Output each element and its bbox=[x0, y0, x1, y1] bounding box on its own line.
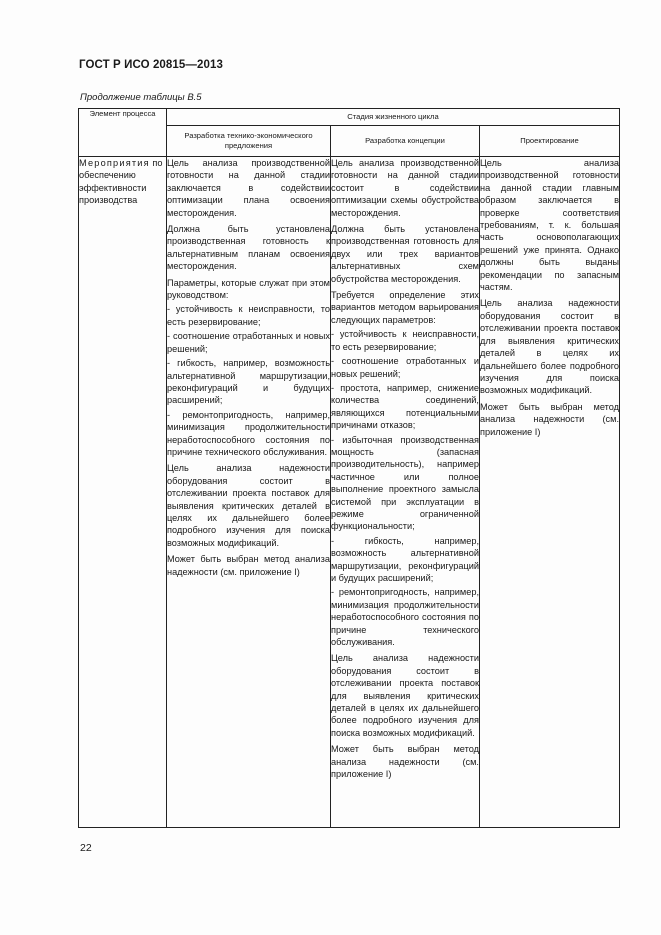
column-header-stage: Стадия жизненного цикла bbox=[167, 109, 620, 126]
cell-design bbox=[480, 157, 620, 828]
paragraph: Цель анализа производственной готовности на данной стадии главным образом заключается в проверке соответствия требованиям, т. к. большая часть основополагающих решений уже принята. Однако должны быть выданы рекомендации по запасным частям. bbox=[480, 158, 620, 293]
paragraph: - гибкость, например, возможность альтернативной маршрутизации, реконфигураций и будущих расширений; bbox=[167, 358, 330, 406]
paragraph: - простота, например, снижение количества соединений, являющихся потенциальными причинами отказов; bbox=[331, 382, 479, 431]
cell-process-element bbox=[79, 157, 167, 828]
paragraph: - ремонтопригодность, например, минимизация продолжительности неработоспособного состояния по причине технического обслуживания. bbox=[331, 587, 479, 648]
lifecycle-table bbox=[78, 108, 620, 828]
paragraph: - соотношение отработанных и новых решений; bbox=[331, 356, 479, 379]
column-header-feasibility: Разработка технико-экономического предложения bbox=[167, 126, 331, 157]
paragraph: Параметры, которые служат при этом руководством: bbox=[167, 277, 330, 301]
paragraph: Должна быть установлена производственная готовность к альтернативным планам освоения месторождения. bbox=[167, 224, 330, 272]
document-header: ГОСТ Р ИСО 20815—2013 bbox=[79, 59, 224, 71]
paragraph: Цель анализа надежности оборудования состоит в отслеживании проекта поставок для выявления критических деталей в целях их дальнейшего более подробного изучения для поиска возможных модификаций. bbox=[167, 463, 330, 548]
paragraph: Цель анализа производственной готовности на данной стадии заключается в содействии оптимизации плана освоения месторождения. bbox=[167, 158, 330, 218]
column-header-design: Проектирование bbox=[480, 126, 620, 157]
paragraph: - устойчивость к неисправности, то есть резервирование; bbox=[167, 304, 330, 327]
paragraph: Должна быть установлена производственная готовность для двух или трех вариантов альтернативных схем обустройства месторождения. bbox=[331, 224, 479, 284]
column-header-concept: Разработка концепции bbox=[331, 126, 480, 157]
paragraph: Цель анализа надежности оборудования состоит в отслеживании проекта поставок для выявления критических деталей в целях их дальнейшего более подробного изучения для поиска возможных модификаций. bbox=[480, 298, 620, 396]
cell-concept bbox=[331, 157, 480, 828]
paragraph: Может быть выбран метод анализа надежности (см. приложение I) bbox=[167, 554, 330, 577]
paragraph: - избыточная производственная мощность (запасная производительность), например частичное или полное выполнение проектного замысла системой при эксплуатации в режиме ограниченной функциональности; bbox=[331, 434, 479, 532]
column-header-element: Элемент процесса bbox=[79, 109, 167, 157]
process-element-name: Мероприятия по обеспечению эффективности производства bbox=[79, 158, 163, 206]
page-number: 22 bbox=[80, 842, 92, 854]
paragraph: - соотношение отработанных и новых решений; bbox=[167, 331, 330, 354]
cell-feasibility bbox=[167, 157, 331, 828]
paragraph: Может быть выбран метод анализа надежности (см. приложение I) bbox=[480, 401, 620, 437]
paragraph: Требуется определение этих вариантов методом варьирования следующих параметров: bbox=[331, 290, 479, 325]
paragraph: Цель анализа надежности оборудования состоит в отслеживании проекта поставок для выявления критических деталей в целях их дальнейшего более подробного изучения для поиска возможных модификаций. bbox=[331, 653, 479, 738]
paragraph: Цель анализа производственной готовности на данной стадии состоит в содействии оптимизации схемы обустройства месторождения. bbox=[331, 158, 479, 218]
paragraph: - устойчивость к неисправности, то есть резервирование; bbox=[331, 329, 479, 352]
paragraph: Может быть выбран метод анализа надежности (см. приложение I) bbox=[331, 744, 479, 780]
paragraph: - ремонтопригодность, например, минимизация продолжительности неработоспособного состояния по причине технического обслуживания. bbox=[167, 409, 330, 457]
paragraph: - гибкость, например, возможность альтернативной маршрутизации, реконфигураций и будущих расширений; bbox=[331, 535, 479, 583]
table-caption: Продолжение таблицы B.5 bbox=[80, 92, 202, 103]
